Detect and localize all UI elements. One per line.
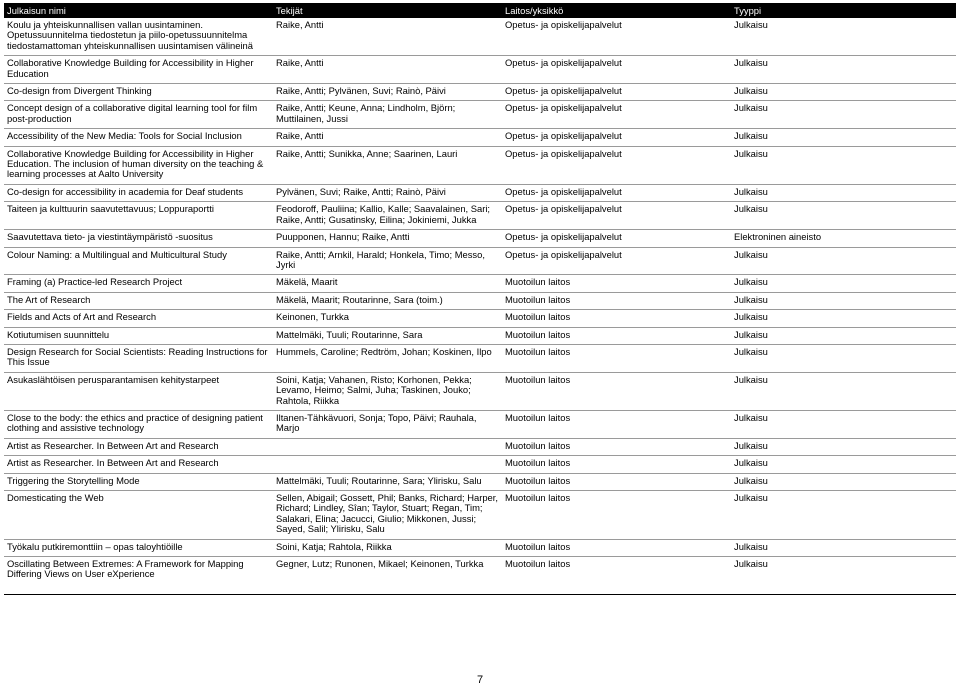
table-row: [4, 456, 956, 473]
cell-authors: Mattelmäki, Tuuli; Routarinne, Sara; Ylirisku, Salu: [273, 473, 502, 490]
cell-title: Taiteen ja kulttuurin saavutettavuus; Loppuraportti: [4, 202, 273, 230]
table-row: [4, 146, 956, 184]
cell-unit: Opetus- ja opiskelijapalvelut: [502, 18, 731, 56]
cell-type: Julkaisu: [731, 438, 956, 455]
header-title: Julkaisun nimi: [4, 3, 273, 18]
cell-title: Design Research for Social Scientists: Reading Instructions for This Issue: [4, 344, 273, 372]
table-row: [4, 184, 956, 201]
cell-title: Fields and Acts of Art and Research: [4, 310, 273, 327]
cell-authors: Pylvänen, Suvi; Raike, Antti; Rainò, Päivi: [273, 184, 502, 201]
cell-type: Julkaisu: [731, 18, 956, 56]
cell-type: Julkaisu: [731, 491, 956, 540]
header-authors: Tekijät: [273, 3, 502, 18]
cell-type: Julkaisu: [731, 247, 956, 275]
table-row: [4, 84, 956, 101]
cell-authors: Soini, Katja; Rahtola, Riikka: [273, 539, 502, 556]
header-type: Tyyppi: [731, 3, 956, 18]
cell-unit: Opetus- ja opiskelijapalvelut: [502, 101, 731, 129]
cell-unit: Opetus- ja opiskelijapalvelut: [502, 129, 731, 146]
cell-authors: [273, 438, 502, 455]
cell-title: Collaborative Knowledge Building for Accessibility in Higher Education. The inclusion of human diversity on the teaching & learning processes at Aalto University: [4, 146, 273, 184]
cell-authors: Raike, Antti; Arnkil, Harald; Honkela, Timo; Messo, Jyrki: [273, 247, 502, 275]
cell-type: Julkaisu: [731, 275, 956, 292]
table-row: [4, 56, 956, 84]
cell-type: Julkaisu: [731, 84, 956, 101]
table-row: [4, 410, 956, 438]
cell-unit: Muotoilun laitos: [502, 438, 731, 455]
table-row: [4, 101, 956, 129]
cell-title: Framing (a) Practice-led Research Project: [4, 275, 273, 292]
cell-unit: Muotoilun laitos: [502, 491, 731, 540]
cell-type: Julkaisu: [731, 56, 956, 84]
cell-title: Asukaslähtöisen perusparantamisen kehitystarpeet: [4, 372, 273, 410]
cell-unit: Muotoilun laitos: [502, 557, 731, 595]
cell-title: Domesticating the Web: [4, 491, 273, 540]
cell-title: Triggering the Storytelling Mode: [4, 473, 273, 490]
cell-authors: Sellen, Abigail; Gossett, Phil; Banks, Richard; Harper, Richard; Lindley, Sîan; Taylor, Stuart; Regan, Tim; Salakari, Elina; Jacucci, Giulio; Mikkonen, Jussi; Sayed, Salil; Ylirisku, Salu: [273, 491, 502, 540]
cell-authors: Feodoroff, Pauliina; Kallio, Kalle; Saavalainen, Sari; Raike, Antti; Gusatinsky, Eilina; Jokiniemi, Jukka: [273, 202, 502, 230]
cell-title: Close to the body: the ethics and practice of designing patient clothing and assistive technology: [4, 410, 273, 438]
cell-unit: Muotoilun laitos: [502, 372, 731, 410]
cell-type: Julkaisu: [731, 292, 956, 309]
cell-authors: Puupponen, Hannu; Raike, Antti: [273, 230, 502, 247]
cell-unit: Opetus- ja opiskelijapalvelut: [502, 230, 731, 247]
cell-type: Julkaisu: [731, 344, 956, 372]
cell-unit: Opetus- ja opiskelijapalvelut: [502, 247, 731, 275]
cell-title: Colour Naming: a Multilingual and Multicultural Study: [4, 247, 273, 275]
cell-type: Julkaisu: [731, 473, 956, 490]
table-row: [4, 344, 956, 372]
cell-title: Kotiutumisen suunnittelu: [4, 327, 273, 344]
page-number: 7: [476, 674, 484, 686]
cell-type: Julkaisu: [731, 129, 956, 146]
cell-title: Co-design for accessibility in academia for Deaf students: [4, 184, 273, 201]
table-row: [4, 202, 956, 230]
table-row: [4, 438, 956, 455]
table-row: [4, 292, 956, 309]
cell-type: Julkaisu: [731, 146, 956, 184]
cell-title: Collaborative Knowledge Building for Accessibility in Higher Education: [4, 56, 273, 84]
cell-type: Julkaisu: [731, 539, 956, 556]
cell-authors: Soini, Katja; Vahanen, Risto; Korhonen, Pekka; Levamo, Heimo; Salmi, Juha; Taskinen, Jouko; Rahtola, Riikka: [273, 372, 502, 410]
cell-type: Julkaisu: [731, 101, 956, 129]
cell-authors: Raike, Antti: [273, 18, 502, 56]
cell-unit: Opetus- ja opiskelijapalvelut: [502, 184, 731, 201]
cell-title: Accessibility of the New Media: Tools for Social Inclusion: [4, 129, 273, 146]
cell-unit: Muotoilun laitos: [502, 344, 731, 372]
cell-unit: Muotoilun laitos: [502, 275, 731, 292]
cell-authors: Keinonen, Turkka: [273, 310, 502, 327]
publications-table: [4, 3, 956, 595]
cell-authors: [273, 456, 502, 473]
table-row: [4, 275, 956, 292]
table-row: [4, 310, 956, 327]
table-row: [4, 327, 956, 344]
table-row: [4, 557, 956, 595]
cell-authors: Mattelmäki, Tuuli; Routarinne, Sara: [273, 327, 502, 344]
cell-authors: Iltanen-Tähkävuori, Sonja; Topo, Päivi; Rauhala, Marjo: [273, 410, 502, 438]
cell-authors: Raike, Antti: [273, 129, 502, 146]
cell-unit: Muotoilun laitos: [502, 539, 731, 556]
cell-type: Julkaisu: [731, 327, 956, 344]
cell-authors: Mäkelä, Maarit; Routarinne, Sara (toim.): [273, 292, 502, 309]
cell-type: Julkaisu: [731, 372, 956, 410]
cell-unit: Muotoilun laitos: [502, 473, 731, 490]
cell-unit: Muotoilun laitos: [502, 456, 731, 473]
cell-unit: Muotoilun laitos: [502, 292, 731, 309]
cell-title: Työkalu putkiremonttiin – opas taloyhtiöille: [4, 539, 273, 556]
cell-unit: Muotoilun laitos: [502, 310, 731, 327]
cell-authors: Raike, Antti; Keune, Anna; Lindholm, Björn; Muttilainen, Jussi: [273, 101, 502, 129]
table-row: [4, 129, 956, 146]
cell-title: Co-design from Divergent Thinking: [4, 84, 273, 101]
cell-title: Concept design of a collaborative digital learning tool for film post-production: [4, 101, 273, 129]
cell-unit: Muotoilun laitos: [502, 410, 731, 438]
table-header-row: [4, 3, 956, 18]
cell-type: Julkaisu: [731, 410, 956, 438]
cell-title: The Art of Research: [4, 292, 273, 309]
cell-unit: Opetus- ja opiskelijapalvelut: [502, 202, 731, 230]
cell-title: Artist as Researcher. In Between Art and Research: [4, 438, 273, 455]
cell-unit: Opetus- ja opiskelijapalvelut: [502, 56, 731, 84]
cell-title: Artist as Researcher. In Between Art and Research: [4, 456, 273, 473]
table-row: [4, 372, 956, 410]
cell-unit: Opetus- ja opiskelijapalvelut: [502, 146, 731, 184]
cell-authors: Gegner, Lutz; Runonen, Mikael; Keinonen, Turkka: [273, 557, 502, 595]
table-row: [4, 18, 956, 56]
cell-unit: Opetus- ja opiskelijapalvelut: [502, 84, 731, 101]
cell-type: Elektroninen aineisto: [731, 230, 956, 247]
cell-type: Julkaisu: [731, 310, 956, 327]
cell-type: Julkaisu: [731, 184, 956, 201]
cell-title: Saavutettava tieto- ja viestintäympäristö -suositus: [4, 230, 273, 247]
cell-authors: Raike, Antti; Pylvänen, Suvi; Rainò, Päivi: [273, 84, 502, 101]
header-unit: Laitos/yksikkö: [502, 3, 731, 18]
table-row: [4, 473, 956, 490]
cell-authors: Hummels, Caroline; Redtröm, Johan; Koskinen, Ilpo: [273, 344, 502, 372]
cell-authors: Raike, Antti: [273, 56, 502, 84]
cell-authors: Raike, Antti; Sunikka, Anne; Saarinen, Lauri: [273, 146, 502, 184]
cell-title: Koulu ja yhteiskunnallisen vallan uusintaminen. Opetussuunnitelma tiedostetun ja piilo-opetussuunnitelma tiedostamattoman yhteiskunnallisen uusintamisen välineinä: [4, 18, 273, 56]
cell-type: Julkaisu: [731, 202, 956, 230]
cell-title: Oscillating Between Extremes: A Framework for Mapping Differing Views on User eXperience: [4, 557, 273, 595]
cell-authors: Mäkelä, Maarit: [273, 275, 502, 292]
table-row: [4, 230, 956, 247]
table-row: [4, 491, 956, 540]
cell-type: Julkaisu: [731, 557, 956, 595]
cell-type: Julkaisu: [731, 456, 956, 473]
cell-unit: Muotoilun laitos: [502, 327, 731, 344]
table-row: [4, 539, 956, 556]
table-row: [4, 247, 956, 275]
